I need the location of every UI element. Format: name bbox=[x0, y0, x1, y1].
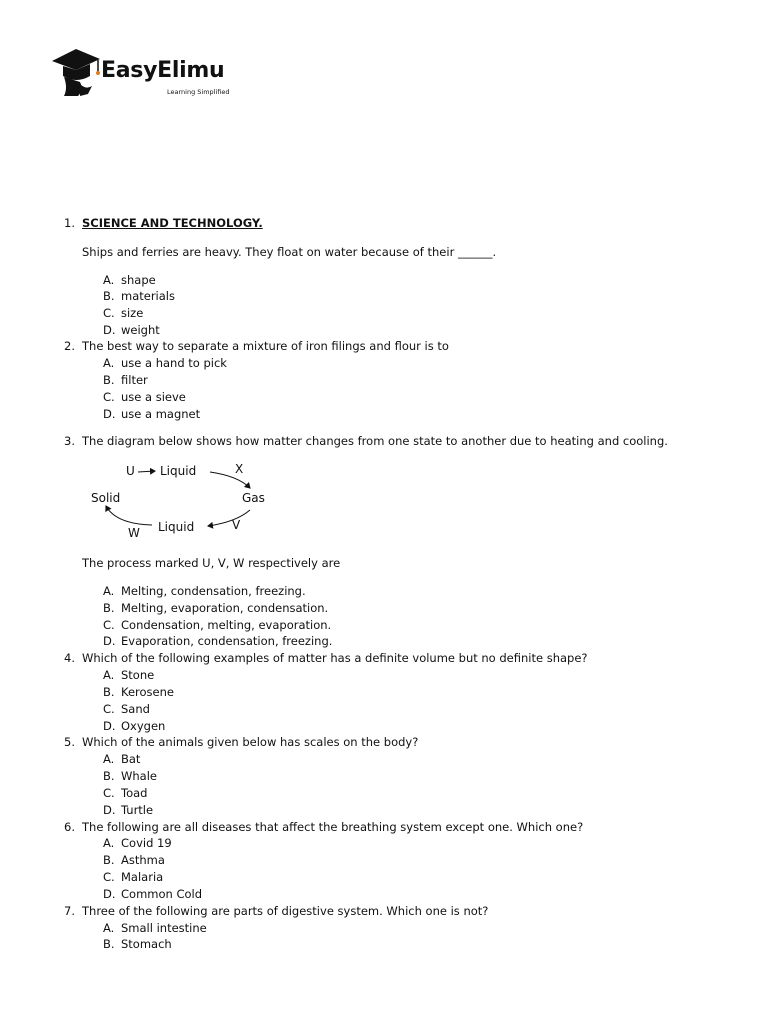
brand-tagline: Learning Simplified bbox=[167, 88, 230, 96]
question-followup: The process marked U, V, W respectively are bbox=[82, 556, 341, 570]
question-text: The best way to separate a mixture of iron filings and flour is to bbox=[82, 339, 449, 353]
arrow-u bbox=[138, 471, 155, 472]
label-solid: Solid bbox=[91, 491, 121, 505]
option: A. shape bbox=[103, 273, 156, 287]
option: A. Small intestine bbox=[103, 921, 207, 935]
question-text: The following are all diseases that affect the breathing system except one. Which one? bbox=[82, 820, 584, 834]
question-number: 2. bbox=[64, 339, 75, 353]
arrow-v bbox=[208, 510, 250, 526]
option: B. Whale bbox=[103, 769, 157, 783]
option: B. materials bbox=[103, 289, 175, 303]
label-gas: Gas bbox=[242, 491, 265, 505]
label-u: U bbox=[126, 464, 135, 478]
question-number: 6. bbox=[64, 820, 75, 834]
question-number: 7. bbox=[64, 904, 75, 918]
question-text: Three of the following are parts of digestive system. Which one is not? bbox=[82, 904, 489, 918]
question-number: 1. bbox=[64, 216, 75, 230]
label-liquid-bottom: Liquid bbox=[158, 520, 195, 534]
option: B. Stomach bbox=[103, 937, 172, 951]
brand-name: EasyElimu bbox=[101, 58, 225, 83]
arrow-w bbox=[106, 506, 152, 525]
option: A. Covid 19 bbox=[103, 836, 172, 850]
option: D. Turtle bbox=[103, 803, 154, 817]
option: B. Melting, evaporation, condensation. bbox=[103, 601, 329, 615]
section-heading: SCIENCE AND TECHNOLOGY. bbox=[82, 216, 263, 230]
option: C. Malaria bbox=[103, 870, 164, 884]
option: D. use a magnet bbox=[103, 407, 201, 421]
question-text: Ships and ferries are heavy. They float on water because of their ______. bbox=[82, 245, 497, 259]
option: A. use a hand to pick bbox=[103, 356, 227, 370]
label-liquid-top: Liquid bbox=[160, 464, 197, 478]
option: C. Sand bbox=[103, 702, 150, 716]
option: A. Melting, condensation, freezing. bbox=[103, 584, 306, 598]
option: D. Evaporation, condensation, freezing. bbox=[103, 634, 333, 648]
question-number: 4. bbox=[64, 651, 75, 665]
label-v: V bbox=[232, 518, 241, 532]
option: B. Asthma bbox=[103, 853, 165, 867]
option: A. Stone bbox=[103, 668, 155, 682]
option: D. Oxygen bbox=[103, 719, 166, 733]
question-number: 3. bbox=[64, 434, 75, 448]
option: D. Common Cold bbox=[103, 887, 203, 901]
option: C. Condensation, melting, evaporation. bbox=[103, 618, 332, 632]
question-number: 5. bbox=[64, 735, 75, 749]
option: B. filter bbox=[103, 373, 148, 387]
question-text: Which of the following examples of matter has a definite volume but no definite shape? bbox=[82, 651, 588, 665]
label-x: X bbox=[235, 462, 244, 476]
question-text: Which of the animals given below has scales on the body? bbox=[82, 735, 419, 749]
option: C. use a sieve bbox=[103, 390, 186, 404]
question-text: The diagram below shows how matter changes from one state to another due to heating and cooling. bbox=[82, 434, 668, 448]
label-w: W bbox=[128, 526, 140, 540]
option: A. Bat bbox=[103, 752, 141, 766]
option: D. weight bbox=[103, 323, 160, 337]
option: C. Toad bbox=[103, 786, 148, 800]
option: B. Kerosene bbox=[103, 685, 174, 699]
states-of-matter-diagram bbox=[88, 458, 278, 544]
arrow-x bbox=[210, 472, 250, 488]
option: C. size bbox=[103, 306, 144, 320]
